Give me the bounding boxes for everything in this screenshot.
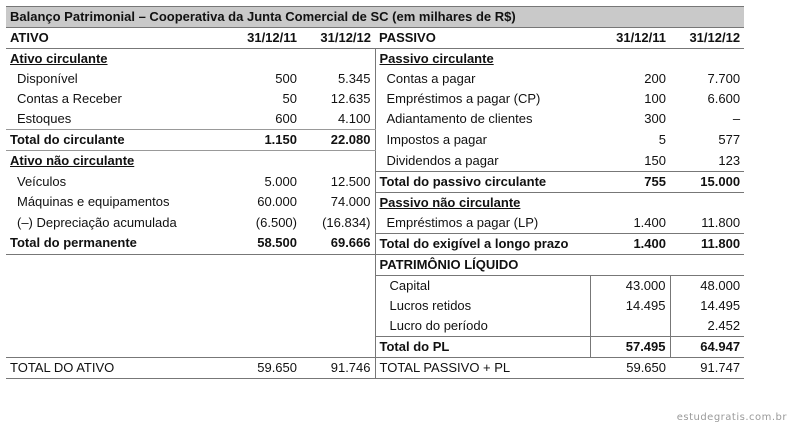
ativo-value-2011: [221, 49, 301, 70]
passivo-value-2012: [670, 49, 744, 70]
table-row: [6, 130, 744, 151]
ativo-value-2011: 1.150: [221, 130, 301, 151]
table-row: [6, 89, 744, 109]
table-row: [6, 316, 744, 337]
ativo-value-2012: [301, 254, 375, 275]
passivo-label: Adiantamento de clientes: [375, 109, 590, 130]
passivo-value-2012: 6.600: [707, 91, 741, 106]
ativo-value-2012: [301, 316, 375, 337]
passivo-value-2011: [590, 254, 670, 275]
passivo-value-2011: 14.495: [590, 296, 670, 316]
table-row: [6, 171, 744, 192]
ativo-value-2012: 5.345: [337, 71, 371, 86]
ativo-label: [6, 275, 221, 296]
passivo-value-2011: 100: [644, 91, 666, 106]
ativo-value-2011: 60.000: [257, 194, 297, 210]
ativo-value-2012: 74.000: [330, 194, 371, 210]
ativo-value-2011: 50: [282, 91, 297, 106]
ativo-value-2011: 59.650: [221, 357, 301, 378]
passivo-value-2012: [670, 192, 744, 213]
ativo-label: Ativo circulante: [10, 51, 108, 66]
table-row: [6, 109, 744, 130]
ativo-label: TOTAL DO ATIVO: [6, 357, 221, 378]
ativo-value-2011: (6.500): [255, 214, 297, 230]
passivo-label: Total do exigível a longo prazo: [375, 233, 590, 254]
ativo-label: (–) Depreciação acumulada: [17, 214, 177, 230]
ativo-value-2012: 12.500: [330, 173, 371, 189]
ativo-value-2012: 91.746: [301, 357, 375, 378]
ativo-value-2011: [221, 275, 301, 296]
passivo-value-2012: 123: [670, 151, 744, 172]
table-row: [6, 275, 744, 296]
passivo-value-2011: 150: [590, 151, 670, 172]
table-row: [6, 296, 744, 316]
table-row: [6, 254, 744, 275]
header-passivo: PASSIVO: [375, 28, 590, 49]
passivo-value-2011: 300: [644, 111, 666, 127]
passivo-label: PATRIMÔNIO LÍQUIDO: [375, 254, 590, 275]
passivo-value-2012: 91.747: [670, 357, 744, 378]
ativo-label: [6, 336, 221, 357]
passivo-label: TOTAL PASSIVO + PL: [375, 357, 590, 378]
passivo-value-2012: 11.800: [670, 213, 744, 234]
passivo-label: Passivo circulante: [375, 49, 590, 70]
passivo-label: Passivo não circulante: [375, 192, 590, 213]
passivo-value-2012: 48.000: [670, 275, 744, 296]
ativo-value-2012: 22.080: [301, 130, 375, 151]
passivo-value-2012: 7.700: [707, 71, 741, 86]
passivo-value-2011: 1.400: [590, 233, 670, 254]
header-ativo: ATIVO: [6, 28, 221, 49]
table-row: [6, 151, 744, 172]
ativo-value-2011: [221, 296, 301, 316]
passivo-value-2011: 1.400: [590, 213, 670, 234]
passivo-value-2011: 59.650: [590, 357, 670, 378]
table-row: [6, 213, 744, 234]
ativo-label: [6, 316, 221, 337]
ativo-label: [6, 254, 221, 275]
passivo-value-2011: [590, 192, 670, 213]
ativo-label: Ativo não circulante: [10, 153, 135, 168]
ativo-value-2012: (16.834): [322, 214, 371, 230]
ativo-label: Total do permanente: [6, 233, 221, 254]
ativo-value-2012: [301, 275, 375, 296]
ativo-label: Contas a Receber: [17, 91, 122, 106]
passivo-label: Empréstimos a pagar (CP): [375, 89, 590, 109]
ativo-label: Estoques: [6, 109, 221, 130]
passivo-value-2012: 14.495: [670, 296, 744, 316]
passivo-value-2011: 200: [644, 71, 666, 86]
title-row: [6, 7, 744, 28]
ativo-label: Veículos: [17, 173, 67, 189]
ativo-value-2011: [221, 151, 301, 172]
passivo-label: Impostos a pagar: [375, 130, 590, 151]
ativo-value-2012: [301, 151, 375, 172]
ativo-value-2012: [301, 336, 375, 357]
passivo-label: Lucros retidos: [375, 296, 590, 316]
passivo-value-2012: 2.452: [670, 316, 744, 337]
passivo-label: Total do PL: [375, 336, 590, 357]
passivo-label: Lucro do período: [375, 316, 590, 337]
ativo-value-2012: 4.100: [301, 109, 375, 130]
watermark-text: estudegratis.com.br: [676, 412, 787, 423]
table-row: [6, 357, 744, 378]
ativo-label: Disponível: [17, 71, 78, 86]
ativo-value-2012: [301, 296, 375, 316]
balance-sheet-table: [6, 6, 744, 379]
passivo-value-2012: 15.000: [670, 171, 744, 192]
table-row: [6, 192, 744, 213]
passivo-label: Dividendos a pagar: [375, 151, 590, 172]
ativo-value-2012: 69.666: [301, 233, 375, 254]
passivo-value-2012: –: [732, 111, 741, 127]
header-date2-left: 31/12/12: [301, 28, 375, 49]
header-date1-left: 31/12/11: [221, 28, 301, 49]
table-row: [6, 336, 744, 357]
ativo-value-2011: [221, 254, 301, 275]
passivo-label: Capital: [375, 275, 590, 296]
passivo-value-2012: 64.947: [670, 336, 744, 357]
table-row: [6, 69, 744, 89]
ativo-value-2011: 500: [275, 71, 297, 86]
passivo-value-2012: 11.800: [670, 233, 744, 254]
passivo-label: Contas a pagar: [375, 69, 590, 89]
table-row: [6, 49, 744, 70]
table-row: [6, 233, 744, 254]
ativo-value-2012: 12.635: [330, 91, 371, 106]
passivo-label: Total do passivo circulante: [375, 171, 590, 192]
passivo-value-2011: [590, 49, 670, 70]
ativo-value-2012: [301, 49, 375, 70]
passivo-value-2012: [670, 254, 744, 275]
passivo-value-2011: 755: [590, 171, 670, 192]
ativo-value-2011: 5.000: [264, 173, 297, 189]
ativo-label: Total do circulante: [6, 130, 221, 151]
header-date1-right: 31/12/11: [590, 28, 670, 49]
header-date2-right: 31/12/12: [670, 28, 744, 49]
header-row: [6, 28, 744, 49]
passivo-value-2011: [590, 316, 670, 337]
passivo-label: Empréstimos a pagar (LP): [375, 213, 590, 234]
ativo-label: [6, 296, 221, 316]
passivo-value-2011: 43.000: [590, 275, 670, 296]
ativo-value-2011: 600: [221, 109, 301, 130]
ativo-value-2011: [221, 316, 301, 337]
ativo-value-2011: [221, 336, 301, 357]
ativo-label: Máquinas e equipamentos: [17, 194, 170, 210]
passivo-value-2011: 5: [658, 132, 666, 147]
passivo-value-2012: 577: [718, 132, 741, 147]
passivo-value-2011: 57.495: [590, 336, 670, 357]
table-title: Balanço Patrimonial – Cooperativa da Junta Comercial de SC (em milhares de R$): [6, 7, 744, 28]
ativo-value-2011: 58.500: [221, 233, 301, 254]
